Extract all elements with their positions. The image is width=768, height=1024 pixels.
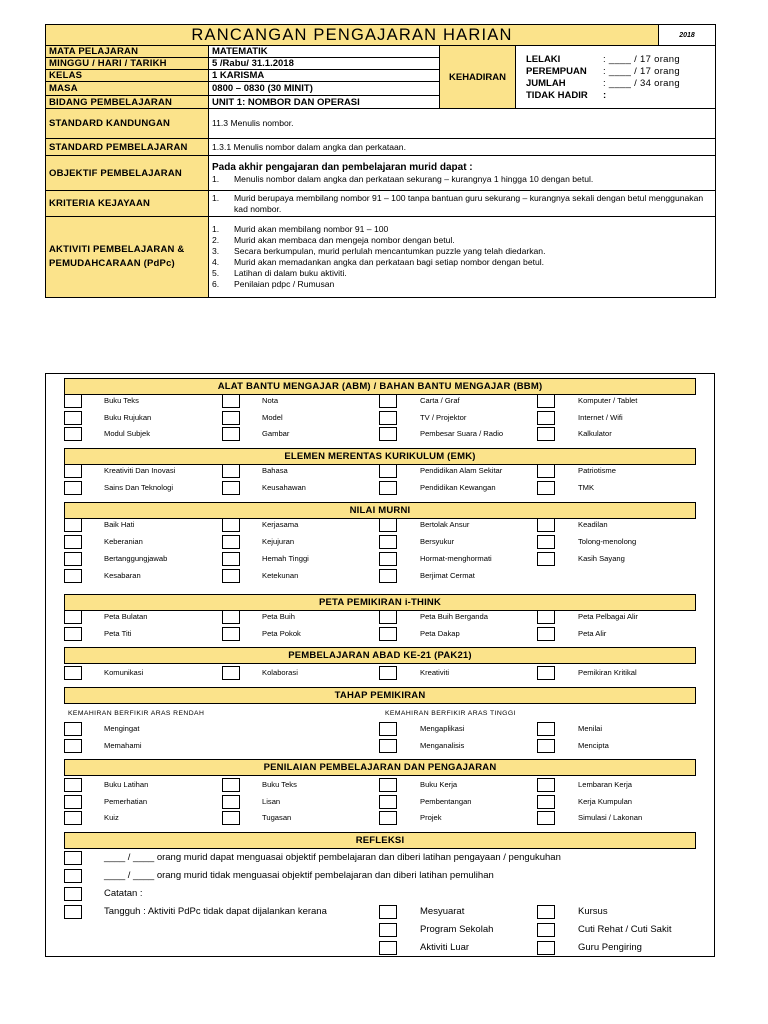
checkbox-abm[interactable]: [379, 427, 397, 441]
page-title: RANCANGAN PENGAJARAN HARIAN: [46, 25, 659, 46]
checkbox-refleksi[interactable]: [64, 887, 82, 901]
checkbox-abm[interactable]: [379, 394, 397, 408]
checkbox-label-nilai: Baik Hati: [104, 520, 135, 529]
section-header-emk: ELEMEN MERENTAS KURIKULUM (EMK): [64, 448, 696, 465]
tangguh-reason-label: Kursus: [578, 906, 608, 917]
aktiviti-item-number: 2.: [212, 235, 220, 245]
checkbox-label-emk: Patriotisme: [578, 466, 616, 475]
checkbox-pak21[interactable]: [222, 666, 240, 680]
kriteria-list: [212, 193, 712, 215]
checkbox-ithink[interactable]: [222, 610, 240, 624]
aktiviti-item-number: 4.: [212, 257, 220, 267]
aktiviti-item-text: Latihan di dalam buku aktiviti.: [234, 268, 347, 278]
standard-pembelajaran-label: STANDARD PEMBELAJARAN: [46, 139, 209, 156]
refleksi-tangguh: Tangguh : Aktiviti PdPc tidak dapat dijalankan kerana: [104, 906, 327, 917]
checkbox-label-penilaian: Buku Teks: [262, 780, 297, 789]
mata-pelajaran-label: MATA PELAJARAN: [46, 46, 209, 58]
checkbox-refleksi[interactable]: [64, 851, 82, 865]
checkbox-nilai[interactable]: [537, 518, 555, 532]
checkbox-nilai[interactable]: [379, 569, 397, 583]
objektif-cell[interactable]: [209, 156, 716, 191]
checkbox-penilaian[interactable]: [537, 795, 555, 809]
checkbox-label-pak21: Kreativiti: [420, 668, 450, 677]
tangguh-reason-label: Program Sekolah: [420, 924, 494, 935]
attendance-label: JUMLAH: [526, 77, 566, 89]
checkbox-abm[interactable]: [379, 411, 397, 425]
checkbox-label-nilai: Bertanggungjawab: [104, 554, 168, 563]
kriteria-cell[interactable]: [209, 191, 716, 217]
checkbox-abm[interactable]: [64, 427, 82, 441]
aktiviti-item-number: 3.: [212, 246, 220, 256]
checkbox-label-emk: Pendidikan Kewangan: [420, 482, 496, 492]
checkbox-label-ithink: Peta Pokok: [262, 628, 301, 638]
checkbox-abm[interactable]: [64, 394, 82, 408]
year-cell: 2018: [659, 25, 716, 46]
objektif-list: [212, 174, 712, 185]
checkbox-label-pak21: Komunikasi: [104, 668, 144, 677]
checkbox-label-penilaian: Lembaran Kerja: [578, 780, 633, 789]
checkbox-label-emk: Kreativiti Dan Inovasi: [104, 466, 176, 475]
checkbox-tahap[interactable]: [537, 739, 555, 753]
checkbox-emk[interactable]: [379, 464, 397, 478]
aktiviti-item-number: 5.: [212, 268, 220, 278]
aktiviti-item-text: Murid akan memadankan angka dan perkataan bagi setiap nombor dengan betul.: [234, 257, 545, 267]
objektif-intro: Pada akhir pengajaran dan pembelajaran murid dapat :: [212, 161, 473, 173]
checkbox-label-abm: Gambar: [262, 429, 290, 438]
checkbox-label-penilaian: Pembentangan: [420, 796, 472, 806]
checkbox-label-abm: Buku Teks: [104, 396, 139, 405]
checkbox-label-penilaian: Projek: [420, 813, 442, 822]
refleksi-line-2[interactable]: ____ / ____ orang murid tidak menguasai objektif pembelajaran dan diberi latihan pemulihan: [104, 870, 494, 881]
checkbox-label-penilaian: Buku Latihan: [104, 780, 149, 789]
checkbox-abm[interactable]: [537, 411, 555, 425]
checkbox-label-ithink: Peta Alir: [578, 628, 607, 638]
checkbox-abm[interactable]: [222, 427, 240, 441]
kriteria-item-text: Murid berupaya membilang nombor 91 – 100 tanpa bantuan guru sekurang – kurangnya sekali dengan betul menggunakan kad nombor.: [234, 192, 704, 214]
aktiviti-list: [212, 224, 712, 290]
checkbox-label-emk: Bahasa: [262, 466, 288, 475]
checkbox-label-abm: Nota: [262, 396, 279, 405]
minggu-value[interactable]: 5 /Rabu/ 31.1.2018: [209, 58, 440, 70]
checkbox-emk[interactable]: [379, 481, 397, 495]
attendance-value[interactable]: : ____ / 17 orang: [603, 53, 680, 65]
checkbox-label-tahap: Mengingat: [104, 724, 140, 733]
section-header-tahap: TAHAP PEMIKIRAN: [64, 687, 696, 704]
checkbox-penilaian[interactable]: [379, 795, 397, 809]
checkbox-label-emk: Keusahawan: [262, 482, 306, 492]
attendance-list: [519, 53, 712, 102]
checkbox-label-abm: Internet / Wifi: [578, 412, 623, 422]
checkbox-ithink[interactable]: [379, 627, 397, 641]
checkbox-penilaian[interactable]: [379, 778, 397, 792]
checkbox-tahap[interactable]: [537, 722, 555, 736]
attendance-row: [526, 78, 712, 90]
aktiviti-item-text: Penilaian pdpc / Rumusan: [234, 279, 335, 289]
kelas-label: KELAS: [46, 70, 209, 82]
checkbox-penilaian[interactable]: [222, 795, 240, 809]
kelas-value[interactable]: 1 KARISMA: [209, 70, 440, 82]
aktiviti-item: [212, 246, 712, 257]
checkbox-label-nilai: Keberanian: [104, 537, 143, 546]
aktiviti-item: [212, 257, 712, 268]
section-header-ithink: PETA PEMIKIRAN i-THINK: [64, 594, 696, 611]
checkbox-label-ithink: Peta Bulatan: [104, 612, 148, 621]
checkbox-penilaian[interactable]: [222, 778, 240, 792]
section-header-pak21: PEMBELAJARAN ABAD KE-21 (PAK21): [64, 647, 696, 664]
tangguh-reason-label: Guru Pengiring: [578, 942, 642, 953]
checkbox-emk[interactable]: [64, 464, 82, 478]
checkbox-nilai[interactable]: [64, 552, 82, 566]
tangguh-reason-label: Aktiviti Luar: [420, 942, 470, 953]
checkbox-label-nilai: Ketekunan: [262, 571, 299, 580]
attendance-label: LELAKI: [526, 53, 561, 65]
checkbox-label-ithink: Peta Pelbagai Alir: [578, 612, 638, 621]
checkbox-label-abm: Modul Subjek: [104, 429, 151, 438]
checkbox-label-abm: TV / Projektor: [420, 412, 467, 422]
checkbox-ithink[interactable]: [537, 610, 555, 624]
checkbox-label-ithink: Peta Buih Berganda: [420, 612, 488, 621]
checkbox-emk[interactable]: [222, 481, 240, 495]
checkbox-label-penilaian: Kerja Kumpulan: [578, 796, 633, 806]
checkbox-emk[interactable]: [537, 464, 555, 478]
aktiviti-item: [212, 224, 712, 235]
checkbox-label-penilaian: Buku Kerja: [420, 780, 458, 789]
masa-value[interactable]: 0800 – 0830 (30 MINIT): [209, 82, 440, 96]
attendance-cell: [516, 46, 716, 109]
attendance-row: [526, 90, 712, 102]
checkbox-label-ithink: Peta Dakap: [420, 628, 460, 638]
masa-label: MASA: [46, 82, 209, 96]
checkbox-refleksi[interactable]: [64, 869, 82, 883]
checkbox-penilaian[interactable]: [537, 778, 555, 792]
checkbox-label-tahap: Memahami: [104, 741, 142, 750]
aktiviti-item-text: Secara berkumpulan, murid perlulah mencantumkan puzzle yang telah diedarkan.: [234, 246, 546, 256]
section-header-penilaian: PENILAIAN PEMBELAJARAN DAN PENGAJARAN: [64, 759, 696, 776]
checklist-box: [45, 373, 715, 957]
checkbox-label-tahap: Mengaplikasi: [420, 724, 465, 733]
minggu-label: MINGGU / HARI / TARIKH: [46, 58, 209, 70]
aktiviti-item: [212, 235, 712, 246]
aktiviti-item-text: Murid akan membilang nombor 91 – 100: [234, 224, 389, 234]
checkbox-abm[interactable]: [537, 394, 555, 408]
aktiviti-item-number: 6.: [212, 279, 220, 289]
checkbox-nilai[interactable]: [379, 552, 397, 566]
checkbox-nilai[interactable]: [222, 552, 240, 566]
bidang-label: BIDANG PEMBELAJARAN: [46, 96, 209, 109]
checkbox-label-penilaian: Pemerhatian: [104, 796, 148, 806]
checkbox-nilai[interactable]: [64, 535, 82, 549]
checkbox-label-abm: Komputer / Tablet: [578, 396, 638, 405]
checkbox-nilai[interactable]: [64, 569, 82, 583]
attendance-value[interactable]: : ____ / 17 orang: [603, 65, 680, 77]
checkbox-nilai[interactable]: [222, 569, 240, 583]
refleksi-line-1[interactable]: ____ / ____ orang murid dapat menguasai objektif pembelajaran dan diberi latihan pengayaan / pengukuhan: [104, 852, 561, 863]
checkbox-label-penilaian: Simulasi / Lakonan: [578, 813, 643, 822]
checkbox-abm[interactable]: [537, 427, 555, 441]
checkbox-label-abm: Kalkulator: [578, 429, 612, 438]
objektif-item-number: 1.: [212, 173, 220, 184]
bidang-value[interactable]: UNIT 1: NOMBOR DAN OPERASI: [209, 96, 440, 109]
checkbox-label-ithink: Peta Buih: [262, 612, 295, 621]
attendance-row: [526, 54, 712, 66]
checkbox-tahap[interactable]: [64, 722, 82, 736]
kriteria-item-number: 1.: [212, 192, 220, 203]
checkbox-label-tahap: Mencipta: [578, 741, 609, 750]
sub-label-aras-tinggi: KEMAHIRAN BERFIKIR ARAS TINGGI: [385, 710, 516, 717]
attendance-value[interactable]: : ____ / 34 orang: [603, 77, 680, 89]
checkbox-label-penilaian: Lisan: [262, 796, 281, 806]
standard-kandungan-label: STANDARD KANDUNGAN: [46, 109, 209, 139]
checkbox-penilaian[interactable]: [64, 811, 82, 825]
checkbox-tangguh-reason[interactable]: [379, 941, 397, 955]
checkbox-label-penilaian: Kuiz: [104, 813, 119, 822]
checkbox-penilaian[interactable]: [537, 811, 555, 825]
aktiviti-item: [212, 268, 712, 279]
checkbox-tangguh-reason[interactable]: [537, 941, 555, 955]
checkbox-label-nilai: Kasih Sayang: [578, 554, 625, 563]
tangguh-reason-label: Cuti Rehat / Cuti Sakit: [578, 924, 672, 935]
checkbox-tahap[interactable]: [379, 739, 397, 753]
checkbox-abm[interactable]: [64, 411, 82, 425]
objektif-item-text: Menulis nombor dalam angka dan perkataan sekurang – kurangnya 1 hingga 10 dengan betul.: [234, 173, 594, 184]
checkbox-penilaian[interactable]: [64, 795, 82, 809]
checkbox-label-ithink: Peta Titi: [104, 628, 132, 638]
checkbox-nilai[interactable]: [64, 518, 82, 532]
checkbox-label-nilai: Keadilan: [578, 520, 608, 529]
checkbox-tangguh-reason[interactable]: [537, 905, 555, 919]
aktiviti-item-text: Murid akan membaca dan mengeja nombor dengan betul.: [234, 235, 455, 245]
checkbox-tangguh-reason[interactable]: [379, 905, 397, 919]
attendance-label: TIDAK HADIR: [526, 89, 588, 101]
checkbox-label-nilai: Tolong-menolong: [578, 537, 637, 546]
checkbox-ithink[interactable]: [64, 610, 82, 624]
objektif-item: [212, 174, 712, 185]
section-header-refleksi: REFLEKSI: [64, 832, 696, 849]
aktiviti-item: [212, 279, 712, 290]
attendance-label: PEREMPUAN: [526, 65, 587, 77]
checkbox-label-nilai: Hormat-menghormati: [420, 554, 492, 563]
checkbox-nilai[interactable]: [537, 535, 555, 549]
kriteria-label: KRITERIA KEJAYAAN: [46, 191, 209, 217]
checkbox-pak21[interactable]: [537, 666, 555, 680]
checkbox-pak21[interactable]: [64, 666, 82, 680]
checkbox-nilai[interactable]: [379, 518, 397, 532]
checkbox-abm[interactable]: [222, 411, 240, 425]
aktiviti-item-number: 1.: [212, 224, 220, 234]
section-header-nilai: NILAI MURNI: [64, 502, 696, 519]
checkbox-tangguh-reason[interactable]: [379, 923, 397, 937]
checkbox-pak21[interactable]: [379, 666, 397, 680]
checkbox-emk[interactable]: [222, 464, 240, 478]
refleksi-catatan[interactable]: Catatan :: [104, 888, 143, 899]
checkbox-penilaian[interactable]: [222, 811, 240, 825]
checkbox-label-nilai: Kerjasama: [262, 520, 299, 529]
checkbox-nilai[interactable]: [222, 518, 240, 532]
attendance-row: [526, 66, 712, 78]
checkbox-label-abm: Model: [262, 412, 283, 422]
checkbox-label-nilai: Kejujuran: [262, 537, 295, 546]
checkbox-label-penilaian: Tugasan: [262, 813, 292, 822]
checkbox-label-abm: Pembesar Suara / Radio: [420, 429, 504, 438]
checkbox-penilaian[interactable]: [64, 778, 82, 792]
checkbox-nilai[interactable]: [222, 535, 240, 549]
sub-label-aras-rendah: KEMAHIRAN BERFIKIR ARAS RENDAH: [68, 710, 205, 717]
checkbox-ithink[interactable]: [222, 627, 240, 641]
standard-kandungan-value[interactable]: 11.3 Menulis nombor.: [209, 109, 716, 139]
aktiviti-cell[interactable]: [209, 217, 716, 298]
checkbox-label-pak21: Pemikiran Kritikal: [578, 668, 637, 677]
checkbox-label-abm: Buku Rujukan: [104, 412, 152, 422]
attendance-value[interactable]: :: [603, 89, 607, 101]
checkbox-label-abm: Carta / Graf: [420, 396, 460, 405]
tangguh-reason-label: Mesyuarat: [420, 906, 465, 917]
checkbox-label-nilai: Bersyukur: [420, 537, 455, 546]
checkbox-label-emk: TMK: [578, 482, 595, 492]
kriteria-item: [212, 193, 712, 215]
checkbox-label-nilai: Hemah Tinggi: [262, 554, 309, 563]
checkbox-ithink[interactable]: [64, 627, 82, 641]
checkbox-label-emk: Pendidikan Alam Sekitar: [420, 466, 503, 475]
checkbox-label-nilai: Berjimat Cermat: [420, 571, 475, 580]
checkbox-label-nilai: Bertolak Ansur: [420, 520, 470, 529]
aktiviti-label: AKTIVITI PEMBELAJARAN & PEMUDAHCARAAN (PdPc): [46, 217, 209, 298]
checkbox-tahap[interactable]: [379, 722, 397, 736]
section-header-abm: ALAT BANTU MENGAJAR (ABM) / BAHAN BANTU MENGAJAR (BBM): [64, 378, 696, 395]
checkbox-label-tahap: Menganalisis: [420, 741, 465, 750]
checkbox-label-tahap: Menilai: [578, 724, 603, 733]
checkbox-nilai[interactable]: [537, 552, 555, 566]
checkbox-emk[interactable]: [537, 481, 555, 495]
mata-pelajaran-value[interactable]: MATEMATIK: [209, 46, 440, 58]
checkbox-label-pak21: Kolaborasi: [262, 668, 298, 677]
checkbox-label-emk: Sains Dan Teknologi: [104, 482, 174, 492]
checkbox-tangguh-reason[interactable]: [537, 923, 555, 937]
checkbox-abm[interactable]: [222, 394, 240, 408]
checkbox-ithink[interactable]: [379, 610, 397, 624]
checkbox-ithink[interactable]: [537, 627, 555, 641]
checkbox-penilaian[interactable]: [379, 811, 397, 825]
checkbox-label-nilai: Kesabaran: [104, 571, 141, 580]
checkbox-emk[interactable]: [64, 481, 82, 495]
checkbox-nilai[interactable]: [379, 535, 397, 549]
standard-pembelajaran-value[interactable]: 1.3.1 Menulis nombor dalam angka dan perkataan.: [209, 139, 716, 156]
lesson-plan-table: [45, 24, 716, 298]
objektif-label: OBJEKTIF PEMBELAJARAN: [46, 156, 209, 191]
kehadiran-label: KEHADIRAN: [440, 46, 516, 109]
checkbox-refleksi[interactable]: [64, 905, 82, 919]
checkbox-tahap[interactable]: [64, 739, 82, 753]
